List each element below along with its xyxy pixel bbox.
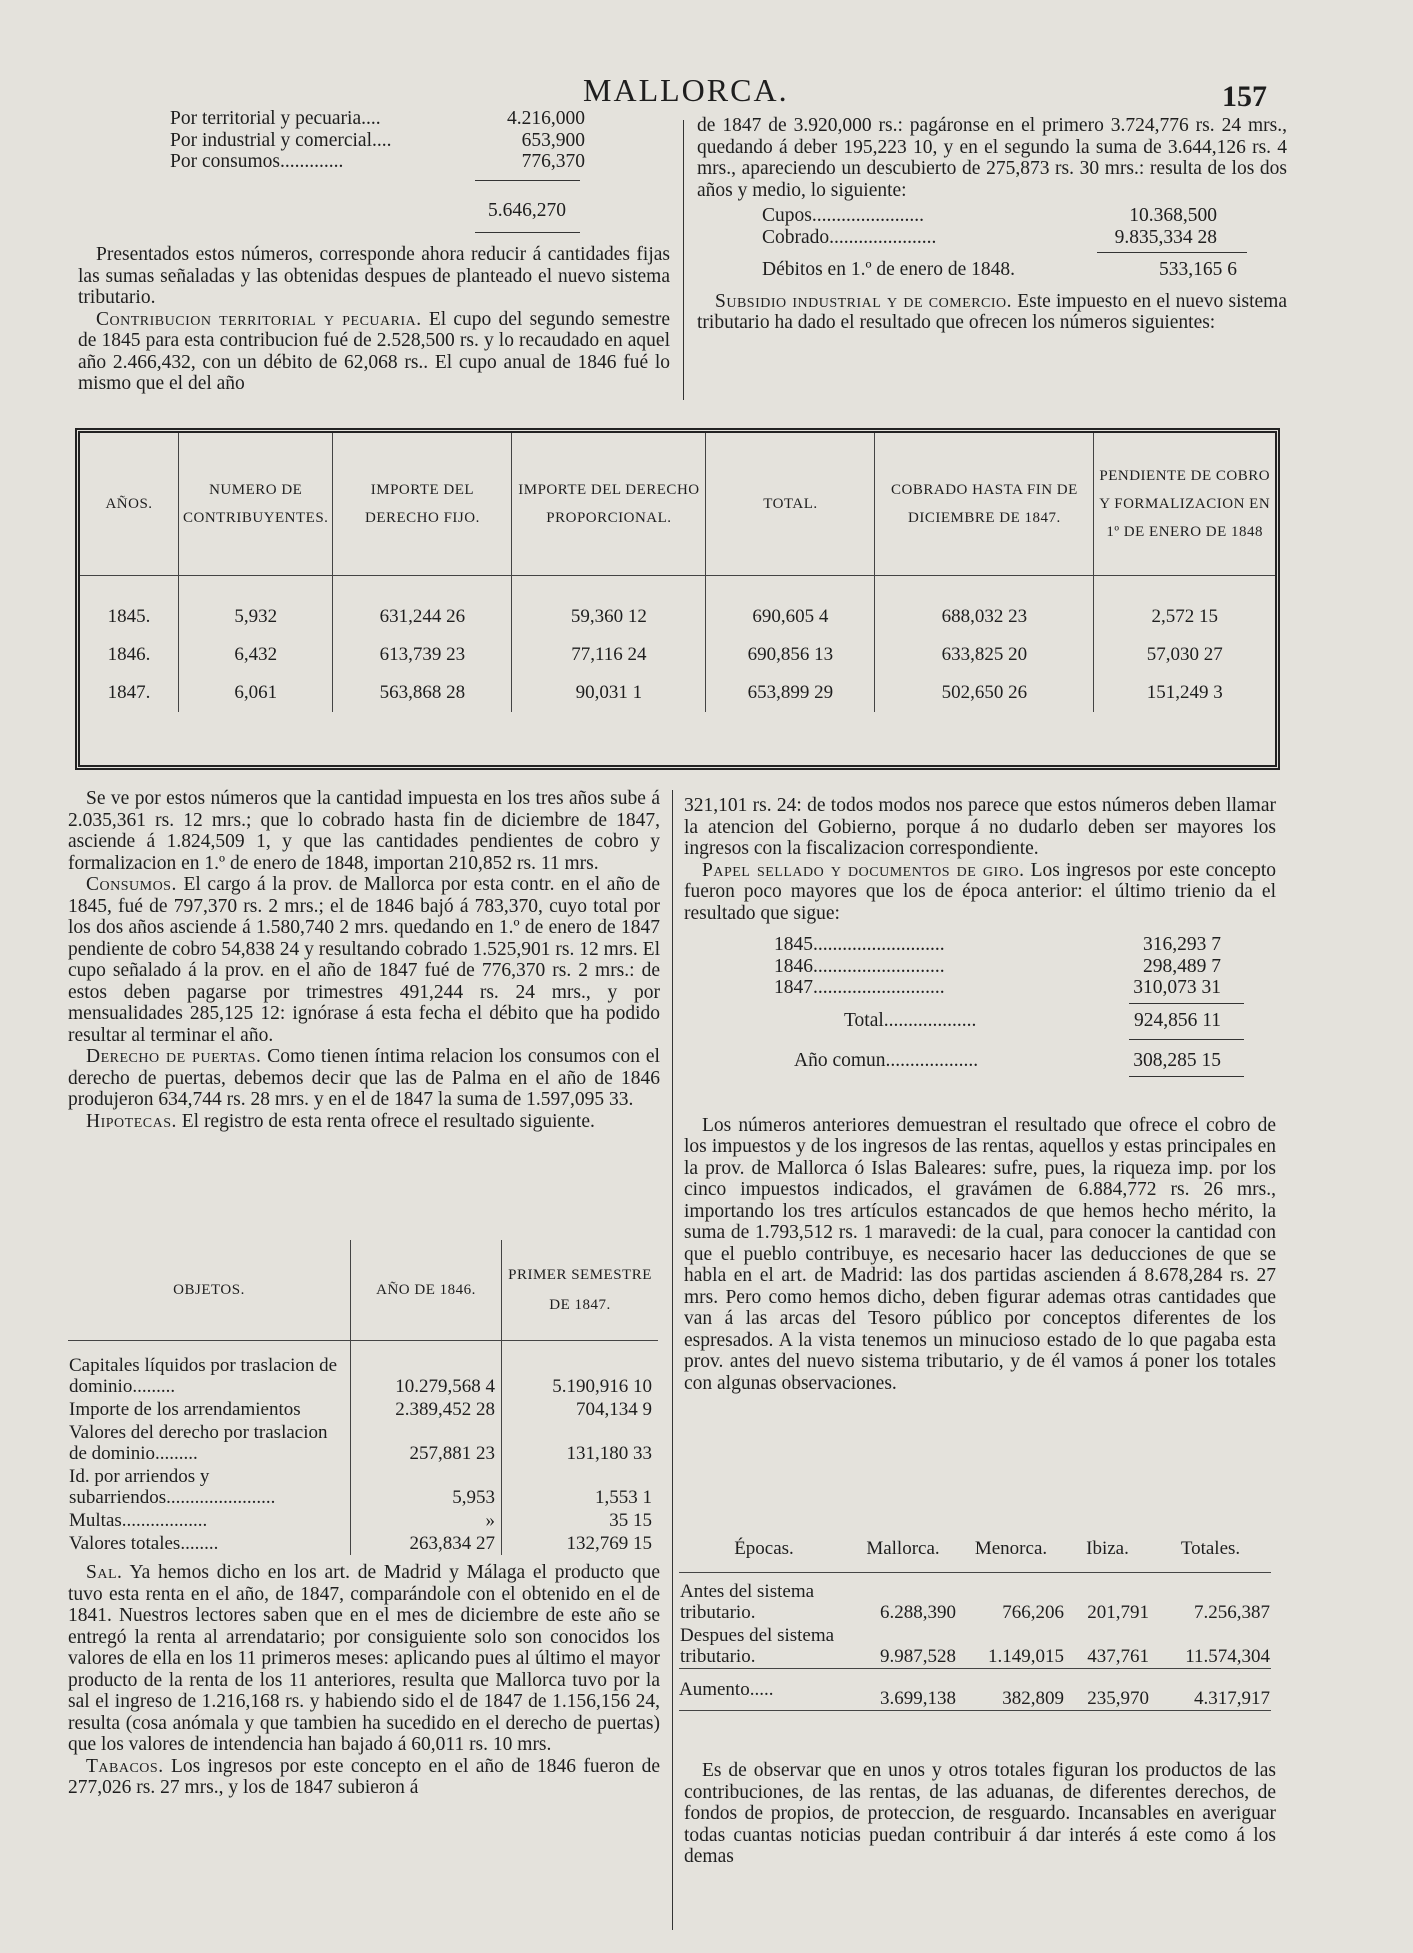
right-column-bottom <box>684 795 1276 1394</box>
right-column-end <box>684 1760 1276 1868</box>
paragraph: Los números anteriores demuestran el resultado que ofrece el cobro de los impuestos y de los ingresos de las rentas, aquellos y estas principales en la prov. de Mallorca ó Islas Baleares: sufre, pues, la riqueza imp. por los cinco impuestos indicados, el gravámen de 6.884,772 rs. 26 mrs., importando los tres artículos estancados de que hemos hecho mérito, la suma de 1.793,512 rs. 1 maravedi: de la cual, para conocer la cantidad con que el pueblo contribuye, es necesario hacer las deducciones de que se habla en el art. de Madrid: las dos partidas ascienden á 8.678,284 rs. 27 mrs. Pero como hemos dicho, deben figurar ademas otras cantidades que van á las arcas del Tesoro público por conceptos diferentes de los espresados. A la vista tenemos un minucioso estado de lo que pagaba esta prov. antes del nuevo sistema tributario, y de él vamos á poner los totales con algunas observaciones. <box>684 1114 1276 1394</box>
paragraph: Subsidio industrial y de comercio. Este impuesto en el nuevo sistema tributario ha dado el resultado que ofrecen los números siguientes: <box>697 290 1287 333</box>
paragraph: de 1847 de 3.920,000 rs.: pagáronse en el primero 3.724,776 rs. 24 mrs., quedando á deber 195,223 10, y en el segundo la suma de 3.644,126 rs. 4 mrs., apareciendo un descubierto de 275,873 rs. 30 mrs.: resulta de los dos años y medio, lo siguiente: <box>697 115 1287 201</box>
table-row: Multas.................. » 35 15 <box>69 1510 652 1531</box>
section-heading: Hipotecas. <box>86 1110 177 1132</box>
paragraph: Papel sellado y documentos de giro. Los ingresos por este concepto fueron poco mayores que los de época anterior: el último trienio da el resultado que sigue: <box>684 859 1276 924</box>
sum-rule <box>475 232 580 233</box>
epocas-table <box>679 1532 1271 1711</box>
header-1846: AÑO DE 1846. <box>351 1240 502 1341</box>
ledger-row: Cupos....................... 10.368,500 <box>762 205 1217 226</box>
column-divider-bottom <box>672 790 673 1930</box>
header-menorca: Menorca. <box>974 1538 1048 1559</box>
ledger-row: 1846........................... 298,489 7 <box>774 955 1221 977</box>
sum-rule <box>475 180 580 181</box>
sum-total: 5.646,270 <box>488 200 566 221</box>
paragraph: Presentados estos números, corresponde ahora reducir á cantidades fijas las sumas señaladas y las obtenidas despues de planteado el nuevo sistema tributario. <box>78 244 670 308</box>
paragraph: Hipotecas. El registro de esta renta ofrece el resultado siguiente. <box>86 1110 595 1132</box>
subsidio-table <box>75 428 1280 770</box>
table-row: 1847. 6,061 563,868 28 90,031 1 653,899 29 502,650 26 151,249 3 <box>80 674 1275 712</box>
table-row: Capitales líquidos por traslacion de dominio......... 10.279,568 4 5.190,916 10 <box>68 1341 658 1399</box>
section-heading: Consumos. <box>86 874 177 895</box>
left-column-end <box>68 1562 660 1799</box>
paragraph: Se ve por estos números que la cantidad impuesta en los tres años sube á 2.035,361 rs. 12 mrs.; que lo cobrado hasta fin de diciembre de 1847, asciende á 1.824,509 1, y que las cantidades pendientes de cobro y formalizacion en 1.º de enero de 1848, importan 210,852 rs. 11 mrs. <box>68 788 660 874</box>
section-heading: Sal. <box>86 1562 123 1583</box>
table-row: Valores totales........ 263,834 27 132,769 15 <box>69 1533 652 1554</box>
papel-ledger <box>684 924 1276 1077</box>
page-title: MALLORCA. <box>583 72 789 108</box>
section-heading: Contribucion territorial y pecuaria. <box>96 308 422 330</box>
table-row: 1845. 5,932 631,244 26 59,360 12 690,605 4 688,032 23 2,572 15 <box>80 576 1275 637</box>
header-objetos: OBJETOS. <box>68 1240 351 1341</box>
paragraph: Derecho de puertas. Como tienen íntima relacion los consumos con el derecho de puertas, debemos decir que las de Palma en el año de 1846 produjeron 634,744 rs. 28 mrs. y en el de 1847 la suma de 1.597,095 33. <box>68 1046 660 1110</box>
right-column-top <box>697 115 1287 334</box>
top-left-sums <box>170 108 585 173</box>
paragraph: 321,101 rs. 24: de todos modos nos parece que estos números deben llamar la atencion del Gobierno, porque á no dudarlo deben ser mayores los ingresos con la fiscalizacion correspondiente. <box>684 795 1276 859</box>
header-mallorca: Mallorca. <box>866 1538 940 1559</box>
paragraph: Contribucion territorial y pecuaria. El cupo del segundo semestre de 1845 para esta contribucion fué de 2.528,500 rs. y lo recaudado en aquel año 2.466,432, con un débito de 62,068 rs.. El cupo anual de 1846 fué lo mismo que el del año <box>78 308 671 394</box>
section-heading: Tabacos. <box>86 1755 164 1777</box>
total-row: Total................... 924,856 11 <box>844 1009 1221 1031</box>
table-row: Valores del derecho por traslacion de dominio......... 257,881 23 131,180 33 <box>69 1422 652 1464</box>
table-row: Importe de los arrendamientos 2.389,452 28 704,134 9 <box>69 1399 652 1420</box>
paragraph: Es de observar que en unos y otros totales figuran los productos de las contribuciones, de las rentas, de las aduanas, de diferentes derechos, de fondos de propios, de proteccion, de resguardo. Incansables en averiguar todas cuantas noticias puedan contribuir á dar interés á este como á los demas <box>684 1760 1276 1867</box>
header-total: TOTAL. <box>706 433 875 576</box>
section-heading: Derecho de puertas. <box>86 1046 262 1067</box>
debitos-row: Débitos en 1.º de enero de 1848. 533,165 6 <box>762 259 1237 280</box>
sum-row: Por consumos............. 776,370 <box>170 151 585 172</box>
header-proporcional: IMPORTE DEL DERECHO PROPORCIONAL. <box>512 433 706 576</box>
column-divider-top <box>683 120 684 400</box>
table-row: 1846. 6,432 613,739 23 77,116 24 690,856 13 633,825 20 57,030 27 <box>80 636 1275 674</box>
sum-row: Por industrial y comercial.... 653,900 <box>170 129 585 151</box>
table-row: Despues del sistema tributario. 9.987,528 1.149,015 437,761 11.574,304 <box>680 1625 1270 1667</box>
header-cobrado: COBRADO HASTA FIN DE DICIEMBRE DE 1847. <box>875 433 1094 576</box>
sum-row: Por territorial y pecuaria.... 4.216,000 <box>170 108 585 129</box>
ledger-row: 1847........................... 310,073 31 <box>774 977 1221 998</box>
paragraph: Tabacos. Los ingresos por este concepto en el año de 1846 fueron de 277,026 rs. 27 mrs., y los de 1847 subieron á <box>68 1755 660 1798</box>
ano-comun-row: Año comun................... 308,285 15 <box>794 1050 1221 1071</box>
paragraph: Consumos. El cargo á la prov. de Mallorca por esta contr. en el año de 1845, fué de 797,370 rs. 2 mrs.; el de 1846 bajó á 783,370, cuyo total por los dos años asciende á 1.580,740 2 mrs. quedando en 1.º de enero de 1847 pendiente de cobro 54,838 24 y resultando cobrado 1.525,901 rs. 12 mrs. El cupo señalado á la prov. en el año de 1847 fué de 776,370 rs. 2 mrs.: de estos deben pagarse por trimestres 491,244 rs. 24 mrs., y por mensualidades 285,125 12: ignórase á esta fecha el débito que ha podido resultar al terminar el año. <box>68 874 660 1046</box>
section-heading: Papel sellado y documentos de giro. <box>702 859 1025 881</box>
header-pendiente: PENDIENTE DE COBRO Y FORMALIZACION EN 1º DE ENERO DE 1848 <box>1094 433 1275 576</box>
table-row: Id. por arriendos y subarriendos....................... 5,953 1,553 1 <box>69 1466 652 1508</box>
left-column-bottom <box>68 788 660 1132</box>
header-ibiza: Ibiza. <box>1086 1538 1129 1559</box>
header-fijo: IMPORTE DEL DERECHO FIJO. <box>333 433 512 576</box>
table-row: Antes del sistema tributario. 6.288,390 766,206 201,791 7.256,387 <box>679 1573 1271 1625</box>
left-column-top <box>78 244 670 395</box>
header-numero: NUMERO DE CONTRIBUYENTES. <box>179 433 333 576</box>
header-totales: Totales. <box>1180 1538 1241 1559</box>
header-1847: PRIMER SEMESTRE DE 1847. <box>502 1240 659 1341</box>
header-epocas: Épocas. <box>734 1538 794 1559</box>
ledger-row: Cobrado...................... 9.835,334 28 <box>762 226 1217 248</box>
page-number: 157 <box>1222 80 1267 113</box>
table-row-aumento: Aumento..... 3.699,138 382,809 235,970 4.317,917 <box>679 1669 1271 1711</box>
section-heading: Subsidio industrial y de comercio. <box>715 290 1013 312</box>
hipotecas-table <box>68 1240 658 1555</box>
paragraph: Sal. Ya hemos dicho en los art. de Madrid y Málaga el producto que tuvo esta renta en el año, de 1847, comparándole con el obtenido en el de 1841. Nuestros lectores saben que en el mes de diciembre de este año se entregó la renta al arrendatario; por consiguiente solo son conocidos los valores de ella en los 11 primeros meses: aplicando pues al último el mayor producto de la renta de los 11 anteriores, resulta que Mallorca tuvo por la sal el ingreso de 1.216,168 rs. y habiendo sido el de 1847 de 1.156,156 24, resulta (cosa anómala y que tambien ha sucedido en el derecho de puertas) que los valores de intendencia han bajado á 60,011 rs. 10 mrs. <box>68 1562 660 1755</box>
header-anos: AÑOS. <box>80 433 179 576</box>
ledger-row: 1845........................... 316,293 7 <box>774 934 1221 955</box>
